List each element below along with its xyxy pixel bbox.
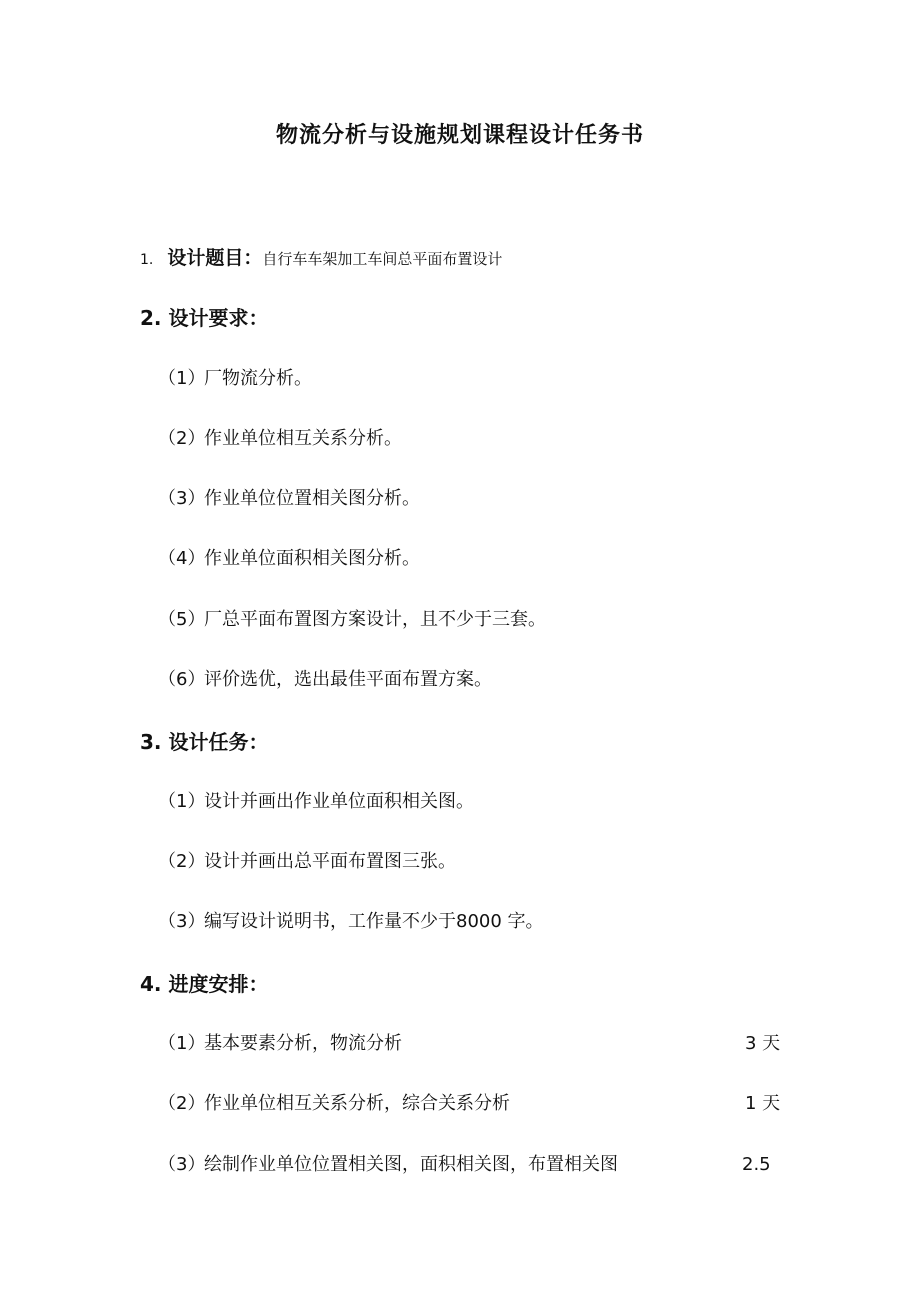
item-text: 设计并画出作业单位面积相关图。	[204, 791, 474, 812]
item-number: （3）	[158, 1154, 206, 1175]
document-title: 物流分析与设施规划课程设计任务书	[275, 123, 644, 148]
item-number: （1）	[158, 791, 206, 812]
item-text: 设计并画出总平面布置图三张。	[204, 851, 456, 872]
item-text: 基本要素分析，物流分析	[204, 1033, 402, 1054]
schedule-duration: 3 天	[745, 1033, 781, 1054]
list-item	[158, 665, 492, 695]
item-text: 厂物流分析。	[204, 368, 312, 389]
item-number: （3）	[158, 911, 206, 932]
list-item	[158, 907, 544, 937]
design-topic-text: 自行车车架加工车间总平面布置设计	[262, 250, 503, 268]
section-heading-requirements: 2. 设计要求：	[140, 306, 269, 330]
item-number: （4）	[158, 548, 206, 569]
item-text: 作业单位相互关系分析。	[204, 428, 402, 449]
list-item	[158, 364, 312, 394]
schedule-duration: 2.5	[742, 1154, 771, 1175]
section-design-topic	[140, 242, 502, 275]
section-heading: 设计题目：	[167, 247, 263, 269]
item-text: 评价选优，选出最佳平面布置方案。	[204, 669, 492, 690]
item-number: （1）	[158, 368, 206, 389]
item-text: 厂总平面布置图方案设计，且不少于三套。	[204, 609, 546, 630]
list-item	[158, 544, 420, 574]
item-number: （3）	[158, 488, 206, 509]
item-text: 作业单位相互关系分析，综合关系分析	[204, 1093, 510, 1114]
schedule-item	[158, 1029, 402, 1059]
section-heading-schedule: 4. 进度安排：	[140, 972, 269, 996]
schedule-item	[158, 1089, 510, 1119]
list-item	[158, 484, 420, 514]
section-heading-tasks: 3. 设计任务：	[140, 730, 269, 754]
list-item	[158, 424, 402, 454]
list-item	[158, 605, 546, 635]
schedule-item	[158, 1150, 618, 1180]
item-text: 作业单位位置相关图分析。	[204, 488, 420, 509]
schedule-duration: 1 天	[745, 1093, 781, 1114]
item-number: （2）	[158, 428, 206, 449]
item-number: （2）	[158, 851, 206, 872]
item-text: 绘制作业单位位置相关图，面积相关图，布置相关图	[204, 1154, 618, 1175]
item-text: 编写设计说明书，工作量不少于8000 字。	[204, 911, 544, 932]
list-item	[158, 787, 474, 817]
list-item	[158, 847, 456, 877]
section-number: 1.	[140, 252, 154, 268]
item-number: （1）	[158, 1033, 206, 1054]
item-number: （5）	[158, 609, 206, 630]
item-text: 作业单位面积相关图分析。	[204, 548, 420, 569]
item-number: （2）	[158, 1093, 206, 1114]
item-number: （6）	[158, 669, 206, 690]
